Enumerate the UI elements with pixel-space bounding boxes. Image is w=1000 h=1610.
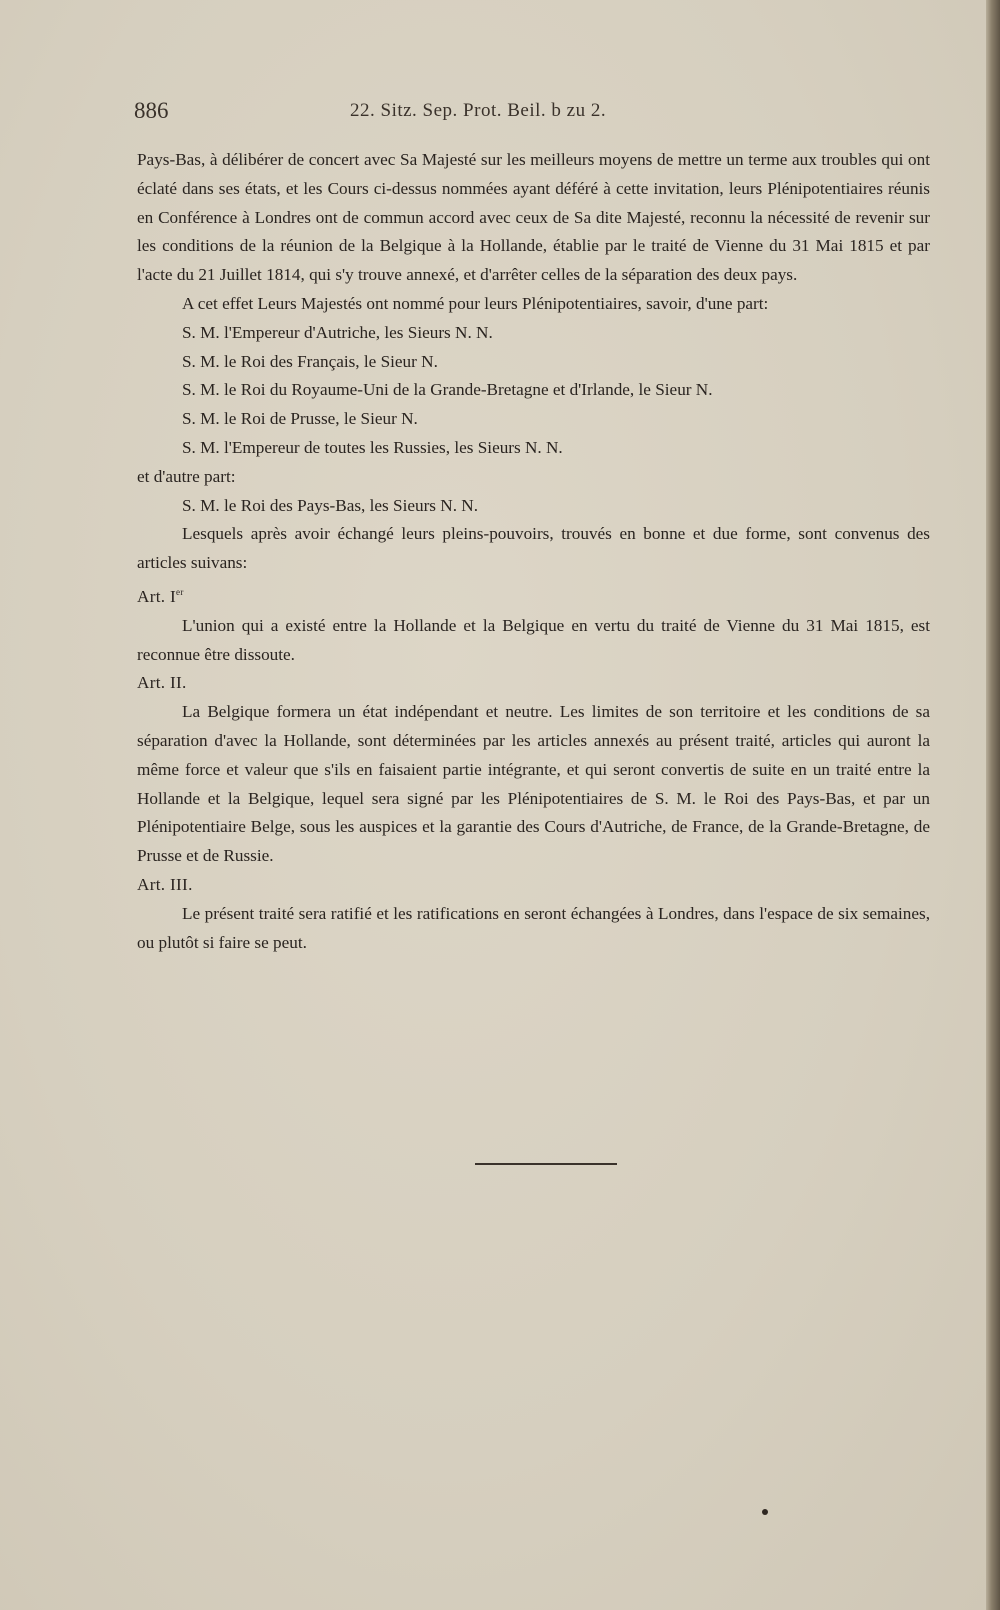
list-item: S. M. l'Empereur d'Autriche, les Sieurs N. N. — [182, 322, 493, 342]
list-item: S. M. le Roi du Royaume-Uni de la Grande-Bretagne et d'Irlande, le Sieur N. — [182, 380, 713, 400]
ink-speck — [762, 1509, 768, 1515]
article-1-text: L'union qui a existé entre la Hollande et la Belgique en vertu du traité de Vienne du 31 Mai 1815, est reconnue être dissoute. — [137, 615, 930, 664]
article-1-heading-superscript: er — [176, 586, 184, 597]
other-part-label: et d'autre part: — [137, 466, 236, 486]
paragraph-full-powers: Lesquels après avoir échangé leurs pleins-pouvoirs, trouvés en bonne et due forme, sont convenus des articles suivans: — [137, 524, 930, 573]
paragraph-appointment: A cet effet Leurs Majestés ont nommé pour leurs Plénipotentiaires, savoir, d'une part: — [182, 293, 769, 313]
page-header — [134, 98, 934, 134]
article-2-heading: Art. II. — [137, 673, 187, 693]
article-2-text: La Belgique formera un état indépendant et neutre. Les limites de son territoire et les conditions de sa séparation d'avec la Hollande, sont déterminées par les articles annexés au présent traité, articles qui auront la même force et valeur que s'ils en faisaient partie intégrante, et qui seront convertis de suite en un traité entre la Hollande et la Belgique, lequel sera signé par les Plénipotentiaires de S. M. le Roi des Pays-Bas, et par un Plénipotentiaire Belge, sous les auspices et la garantie des Cours d'Autriche, de France, de la Grande-Bretagne, de Prusse et de Russie. — [137, 702, 930, 866]
paragraph-preamble: Pays-Bas, à délibérer de concert avec Sa Majesté sur les meilleurs moyens de mettre un terme aux troubles qui ont éclaté dans ses états, et les Cours ci-dessus nommées ayant déféré à cette invitation, leurs Plénipotentiaires réunis en Conférence à Londres ont de commun accord avec ceux de Sa dite Majesté, reconnu la nécessité de revenir sur les conditions de la réunion de la Belgique à la Hollande, établie par le traité de Vienne du 31 Mai 1815 et par l'acte du 21 Juillet 1814, qui s'y trouve annexé, et d'arrêter celles de la séparation des deux pays. — [137, 150, 930, 285]
page-number: 886 — [134, 98, 169, 123]
plenipotentiaries-list-first-part — [137, 319, 930, 463]
article-1-heading — [137, 578, 930, 612]
list-item: S. M. le Roi des Français, le Sieur N. — [182, 351, 438, 371]
article-1-heading-text: Art. I — [137, 586, 177, 606]
closing-rule — [475, 1163, 617, 1165]
plenipotentiaries-list-other-part — [137, 492, 930, 521]
article-3-heading: Art. III. — [137, 874, 193, 894]
article-3-text: Le présent traité sera ratifié et les ratifications en seront échangées à Londres, dans l'espace de six semaines, ou plutôt si faire se peut. — [137, 903, 930, 952]
running-head: 22. Sitz. Sep. Prot. Beil. b zu 2. — [350, 100, 607, 121]
list-item: S. M. le Roi de Prusse, le Sieur N. — [182, 409, 418, 429]
main-text — [137, 146, 930, 957]
list-item: S. M. l'Empereur de toutes les Russies, les Sieurs N. N. — [182, 437, 563, 457]
list-item: S. M. le Roi des Pays-Bas, les Sieurs N. N. — [182, 495, 479, 515]
page-edge-shadow — [986, 0, 1000, 1610]
